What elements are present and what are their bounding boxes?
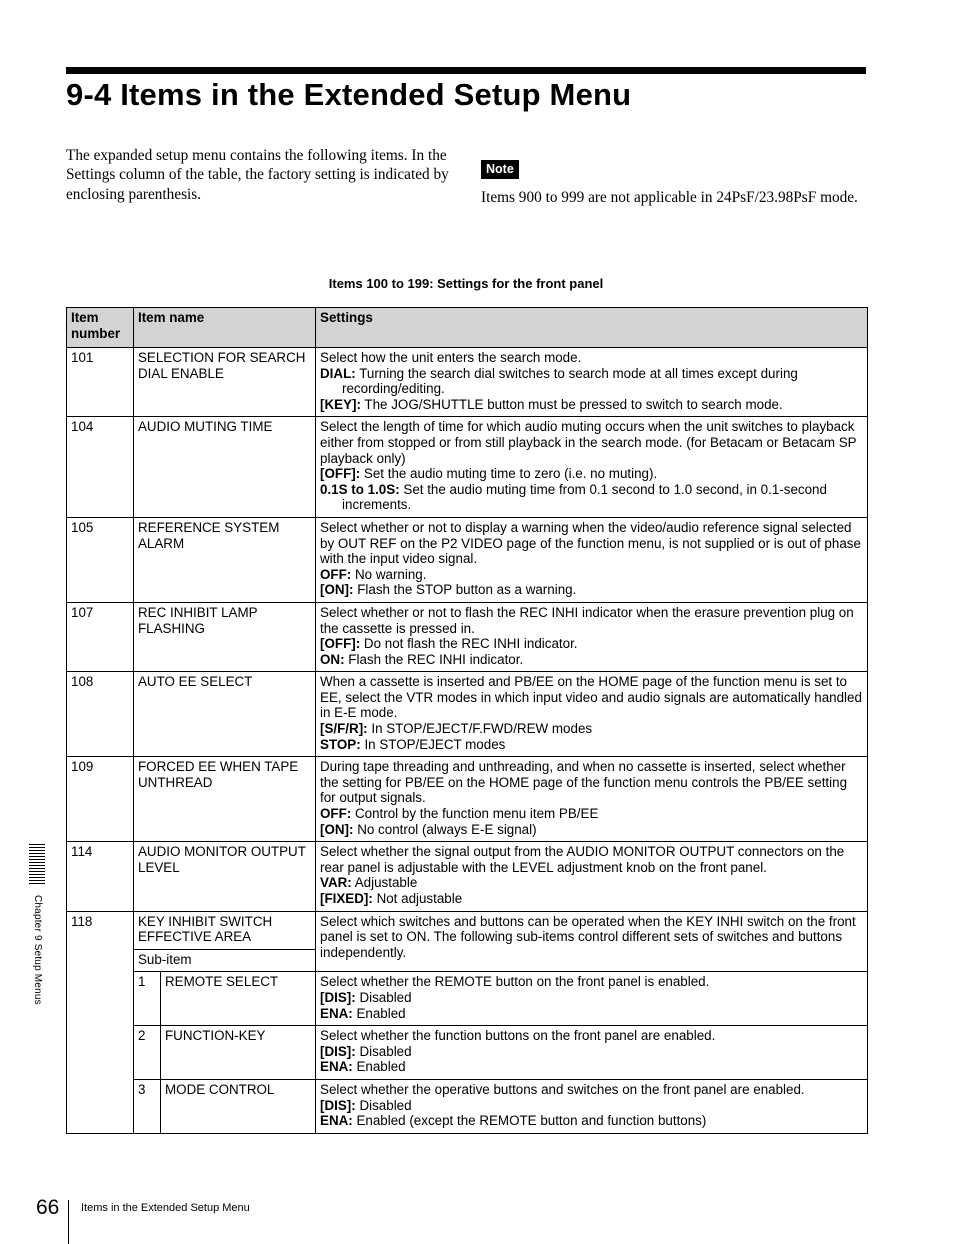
- footer-divider: [68, 1200, 69, 1244]
- setting-option: [320, 891, 863, 907]
- subitem-name: FUNCTION-KEY: [161, 1026, 316, 1080]
- item-number: 101: [67, 348, 134, 417]
- setting-description: Select whether or not to display a warning when the video/audio reference signal selected by OUT REF on the P2 VIDEO page of the function menu, is not supplied or is out of phase with the input video signal.: [320, 519, 861, 567]
- setting-option: [320, 737, 863, 753]
- option-text: Not adjustable: [376, 891, 463, 906]
- setting-option: [320, 1098, 863, 1114]
- option-text: No control (always E-E signal): [357, 821, 537, 837]
- option-key: OFF:: [320, 566, 352, 582]
- item-settings: [316, 517, 868, 602]
- item-name: FORCED EE WHEN TAPE UNTHREAD: [134, 757, 316, 842]
- item-settings: [316, 602, 868, 671]
- setting-option: [320, 1059, 863, 1075]
- option-key: [OFF]:: [320, 466, 361, 482]
- setting-option: [320, 822, 863, 838]
- setting-description: Select whether the signal output from the AUDIO MONITOR OUTPUT connectors on the rear panel is adjustable with the LEVEL adjustment knob on the front panel.: [320, 844, 845, 875]
- option-key: [S/F/R]:: [320, 721, 368, 737]
- item-number: 104: [67, 417, 134, 518]
- option-key: ON:: [320, 651, 345, 667]
- table-row: [67, 417, 868, 518]
- setting-description: Select the length of time for which audio muting occurs when the unit switches to playback either from stopped or from still playback in the search mode. (for Betacam or Betacam SP playback only): [320, 419, 857, 466]
- setting-option: [320, 990, 863, 1006]
- option-key: [KEY]:: [320, 396, 361, 412]
- header-item-number: Item number: [67, 308, 134, 348]
- option-text: Disabled: [359, 989, 412, 1005]
- footer-section-title: Items in the Extended Setup Menu: [81, 1202, 250, 1214]
- setting-description: Select whether or not to flash the REC INHI indicator when the erasure prevention plug on the cassette is pressed in.: [320, 604, 854, 636]
- table-row: [67, 911, 868, 949]
- item-name: REFERENCE SYSTEM ALARM: [134, 517, 316, 602]
- option-key: DIAL:: [320, 365, 356, 381]
- option-key: [OFF]:: [320, 636, 361, 652]
- item-settings: [316, 417, 868, 518]
- option-text: Do not flash the REC INHI indicator.: [363, 636, 578, 652]
- note-label: Note: [481, 160, 519, 179]
- option-key: VAR:: [320, 875, 352, 891]
- item-number: 105: [67, 517, 134, 602]
- table-row: [67, 757, 868, 842]
- header-settings: Settings: [316, 308, 868, 348]
- subitem-number: 3: [134, 1079, 161, 1133]
- table-row: [67, 602, 868, 671]
- subitem-name: REMOTE SELECT: [161, 972, 316, 1026]
- option-text: Flash the REC INHI indicator.: [348, 651, 524, 667]
- option-text: No warning.: [354, 566, 427, 582]
- setting-option: [320, 1044, 863, 1060]
- setting-option: [320, 482, 863, 513]
- table-body: [67, 348, 868, 1134]
- option-text: Disabled: [359, 1097, 412, 1113]
- option-text: Set the audio muting time from 0.1 second to 1.0 second, in 0.1-second increments.: [342, 481, 827, 513]
- option-text: In STOP/EJECT modes: [364, 736, 506, 752]
- option-key: [DIS]:: [320, 989, 356, 1005]
- setting-option: [320, 1006, 863, 1022]
- option-key: ENA:: [320, 1113, 353, 1129]
- option-text: Adjustable: [354, 875, 418, 891]
- item-name: REC INHIBIT LAMP FLASHING: [134, 602, 316, 671]
- option-key: [ON]:: [320, 821, 354, 837]
- item-settings: [316, 757, 868, 842]
- option-text: Disabled: [359, 1043, 412, 1059]
- note-text: Items 900 to 999 are not applicable in 24PsF/23.98PsF mode.: [481, 189, 858, 206]
- subitem-row: [67, 972, 868, 1026]
- item-name: SELECTION FOR SEARCH DIAL ENABLE: [134, 348, 316, 417]
- item-name: AUDIO MONITOR OUTPUT LEVEL: [134, 842, 316, 911]
- subitem-number: 2: [134, 1026, 161, 1080]
- item-settings: [316, 672, 868, 757]
- option-key: 0.1S to 1.0S:: [320, 481, 400, 497]
- setting-option: [320, 875, 863, 891]
- setting-option: [320, 466, 863, 482]
- subitem-name: MODE CONTROL: [161, 1079, 316, 1133]
- table-row: [67, 842, 868, 911]
- title-rule: [66, 67, 866, 74]
- chapter-side-label: Chapter 9 Setup Menus: [32, 895, 43, 1005]
- header-item-name: Item name: [134, 308, 316, 348]
- item-settings: [316, 842, 868, 911]
- option-text: Enabled: [356, 1059, 406, 1075]
- option-key: [DIS]:: [320, 1097, 356, 1113]
- option-key: [FIXED]:: [320, 891, 373, 906]
- subitem-settings: [316, 972, 868, 1026]
- option-text: Turning the search dial switches to search mode at all times except during recording/editing.: [342, 365, 798, 397]
- option-key: STOP:: [320, 736, 361, 752]
- subitem-settings: [316, 1026, 868, 1080]
- chapter-tab-lines: [29, 844, 45, 886]
- item-settings: Select which switches and buttons can be operated when the KEY INHI switch on the front panel is set to ON. The following sub-items control different sets of switches and buttons independently.: [316, 911, 868, 972]
- option-text: Enabled: [356, 1005, 406, 1021]
- item-name: AUTO EE SELECT: [134, 672, 316, 757]
- settings-table: [66, 307, 868, 1134]
- setting-option: [320, 806, 863, 822]
- setting-option: [320, 652, 863, 668]
- item-name: KEY INHIBIT SWITCH EFFECTIVE AREA: [134, 911, 316, 949]
- option-key: [ON]:: [320, 582, 354, 598]
- setting-description: Select whether the function buttons on the front panel are enabled.: [320, 1028, 716, 1044]
- option-key: [DIS]:: [320, 1043, 356, 1059]
- page-number: 66: [36, 1196, 60, 1219]
- table-row: [67, 517, 868, 602]
- item-number: 118: [67, 911, 134, 1133]
- setting-option: [320, 636, 863, 652]
- subitem-number: 1: [134, 972, 161, 1026]
- setting-description: During tape threading and unthreading, and when no cassette is inserted, select whether the setting for PB/EE on the HOME page of the function menu controls the PB/EE setting for output signals.: [320, 759, 848, 806]
- option-text: In STOP/EJECT/F.FWD/REW modes: [371, 721, 593, 737]
- setting-option: [320, 721, 863, 737]
- setting-option: [320, 582, 863, 598]
- option-text: The JOG/SHUTTLE button must be pressed to switch to search mode.: [364, 396, 783, 412]
- table-row: [67, 672, 868, 757]
- item-number: 107: [67, 602, 134, 671]
- option-key: ENA:: [320, 1005, 353, 1021]
- item-settings: [316, 348, 868, 417]
- setting-description: When a cassette is inserted and PB/EE on the HOME page of the function menu is set to EE, select the VTR modes in which input video and audio signals are automatically handled in E-E mode.: [320, 674, 862, 721]
- table-header-row: [67, 308, 868, 348]
- setting-description: Select whether the REMOTE button on the front panel is enabled.: [320, 974, 710, 990]
- option-key: ENA:: [320, 1059, 353, 1075]
- item-name: AUDIO MUTING TIME: [134, 417, 316, 518]
- option-text: Enabled (except the REMOTE button and function buttons): [356, 1113, 707, 1129]
- intro-paragraph: The expanded setup menu contains the following items. In the Settings column of the table, the factory setting is indicated by enclosing parenthesis.: [66, 147, 449, 203]
- option-text: Control by the function menu item PB/EE: [354, 806, 599, 822]
- setting-option: [320, 567, 863, 583]
- item-number: 108: [67, 672, 134, 757]
- subitem-row: [67, 1079, 868, 1133]
- item-number: 114: [67, 842, 134, 911]
- subitem-label: Sub-item: [134, 949, 316, 972]
- setting-option: [320, 366, 863, 397]
- subitem-row: [67, 1026, 868, 1080]
- table-caption: Items 100 to 199: Settings for the front panel: [328, 276, 604, 291]
- page-title: 9-4 Items in the Extended Setup Menu: [66, 77, 632, 112]
- option-key: OFF:: [320, 806, 352, 822]
- option-text: Set the audio muting time to zero (i.e. no muting).: [363, 466, 658, 482]
- setting-option: [320, 1113, 863, 1129]
- table-row: [67, 348, 868, 417]
- setting-option: [320, 397, 863, 413]
- option-text: Flash the STOP button as a warning.: [357, 582, 577, 598]
- subitem-settings: [316, 1079, 868, 1133]
- setting-description: Select how the unit enters the search mode.: [320, 350, 582, 365]
- item-number: 109: [67, 757, 134, 842]
- setting-description: Select whether the operative buttons and switches on the front panel are enabled.: [320, 1081, 805, 1097]
